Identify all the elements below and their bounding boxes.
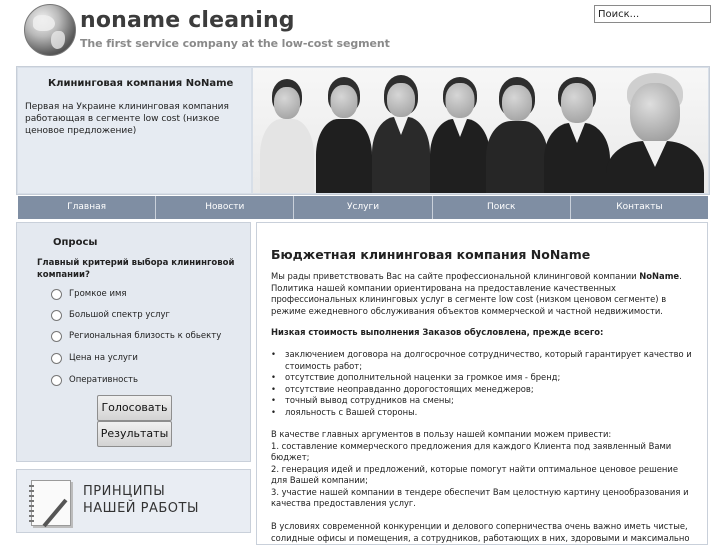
poll-option[interactable] (51, 308, 170, 322)
principles-banner[interactable] (16, 469, 251, 533)
poll-option-label: Цена на услуги (69, 353, 138, 363)
vote-button[interactable]: Голосовать (97, 395, 172, 421)
person-figure (605, 73, 705, 193)
notebook-pen-icon (31, 480, 71, 526)
logo-tagline: The first service company at the low-cost segment (80, 37, 390, 50)
content-heading: Бюджетная клининговая компания NoName (271, 247, 591, 262)
argument-2: 2. генерация идей и предложений, которые помогут найти оптимальное ценовое решение для Вашей компании; (271, 463, 678, 485)
radio-button[interactable] (51, 353, 62, 364)
main-nav (18, 196, 708, 219)
poll-option[interactable] (51, 373, 138, 387)
poll-panel (16, 222, 251, 462)
poll-option-label: Громкое имя (69, 289, 127, 299)
poll-question: Главный критерий выбора клининговой компании? (37, 258, 235, 280)
arguments-block (271, 429, 696, 510)
poll-option[interactable] (51, 329, 221, 343)
reasons-heading: Низкая стоимость выполнения Заказов обусловлена, прежде всего: (271, 327, 604, 337)
search-input[interactable] (594, 5, 711, 23)
poll-option[interactable] (51, 287, 127, 301)
arguments-intro: В качестве главных аргументов в пользу нашей компании можем привести: (271, 429, 612, 439)
results-button[interactable]: Результаты (97, 421, 172, 447)
intro-title: Клининговая компания NoName (48, 78, 234, 89)
radio-button[interactable] (51, 310, 62, 321)
poll-option-label: Оперативность (69, 375, 138, 385)
reasons-list (271, 349, 696, 418)
intro-text: Первая на Украине клининговая компания работающая в сегменте low cost (низкое ценовое предложение) (25, 102, 229, 136)
person-figure (259, 73, 315, 193)
argument-1: 1. составление коммерческого предложения для каждого Клиента под заявленный Вами бюджет; (271, 440, 672, 462)
principles-line-1: ПРИНЦИПЫ (83, 484, 166, 499)
poll-option-label: Большой спектр услуг (69, 310, 170, 320)
argument-3: 3. участие нашей компании в тендере обеспечит Вам целостную картину ценообразования и качества предоставления услуг. (271, 486, 689, 508)
closing-paragraph: В условиях современной конкуренции и делового соперничества очень важно иметь чистые, солидные офисы и помещения, а сотрудников, работающих в них, здоровыми и максимально (271, 521, 690, 543)
header (0, 0, 727, 64)
nav-item-search[interactable]: Поиск (433, 196, 571, 219)
team-photo-banner (253, 68, 708, 193)
person-figure (485, 73, 549, 193)
person-figure (429, 73, 491, 193)
poll-option-label: Региональная близость к обьекту (69, 331, 222, 341)
list-item: • отсутствие неоправданно дорогостоящих менеджеров; (271, 384, 696, 396)
radio-button[interactable] (51, 331, 62, 342)
main-content (256, 222, 708, 545)
person-figure (371, 73, 431, 193)
person-figure (315, 73, 373, 193)
logo-title[interactable]: noname cleaning (80, 8, 295, 33)
poll-option[interactable] (51, 351, 138, 365)
poll-title: Опросы (53, 237, 98, 248)
nav-item-news[interactable]: Новости (156, 196, 294, 219)
intro-panel (18, 68, 251, 193)
radio-button[interactable] (51, 289, 62, 300)
radio-button[interactable] (51, 375, 62, 386)
nav-item-contacts[interactable]: Контакты (571, 196, 708, 219)
person-figure (543, 73, 611, 193)
list-item: • точный вывод сотрудников на смены; (271, 395, 696, 407)
globe-logo-icon (24, 4, 76, 56)
intro-paragraph: Мы рады приветствовать Вас на сайте профессиональной клининговой компании NoName. Политика нашей компании ориентирована на предоставление качественных профессиональных клининговых услуг в сегменте low cost (низком ценовом сегменте) в режиме ежедневного обслуживания объектов коммерческой и частной недвижимости. (271, 271, 682, 316)
list-item: • лояльность с Вашей стороны. (271, 407, 696, 419)
nav-item-home[interactable]: Главная (18, 196, 156, 219)
list-item: • заключением договора на долгосрочное сотрудничество, который гарантирует качество и стоимость работ; (271, 349, 696, 372)
brand-name: NoName (639, 271, 680, 281)
nav-item-services[interactable]: Услуги (294, 196, 432, 219)
principles-line-2: НАШЕЙ РАБОТЫ (83, 501, 199, 516)
list-item: • отсутствие дополнительной наценки за громкое имя - бренд; (271, 372, 696, 384)
